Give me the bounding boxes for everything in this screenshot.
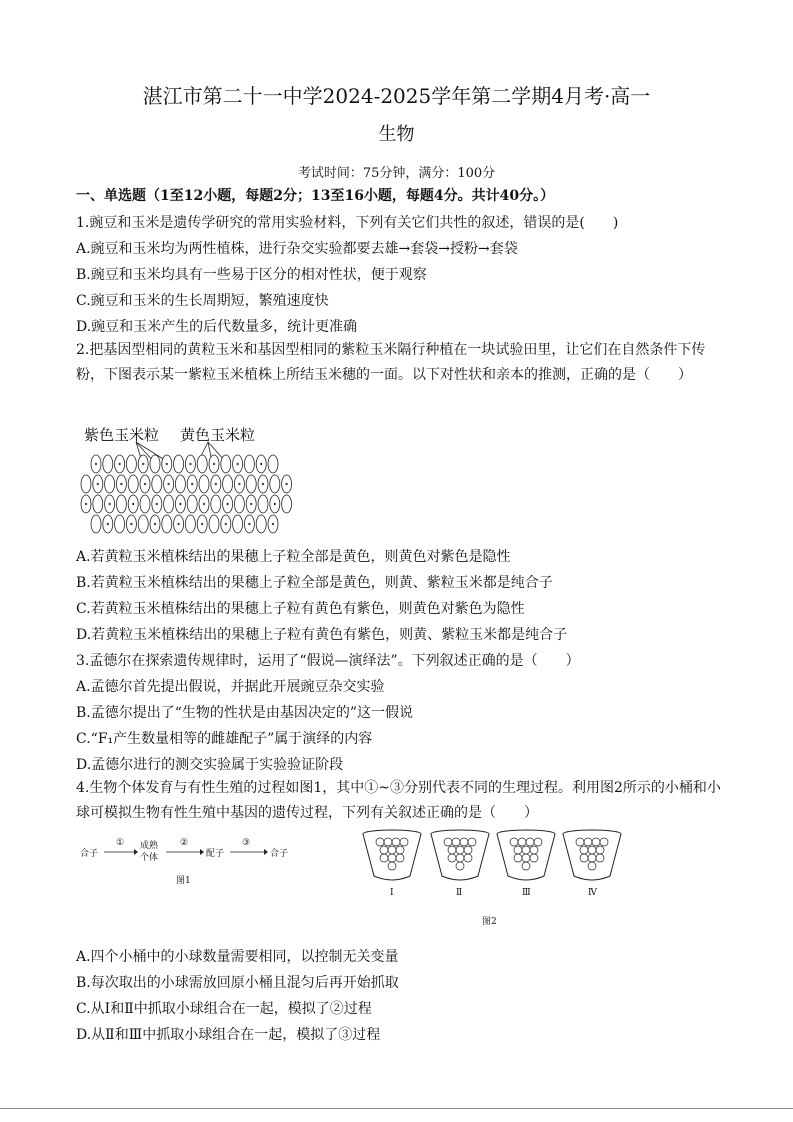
bucket-ball bbox=[588, 846, 596, 854]
bucket-ball bbox=[588, 862, 596, 870]
bucket-ball bbox=[522, 862, 530, 870]
q3-option-a: A.孟德尔首先提出假说，并据此开展豌豆杂交实验 bbox=[76, 679, 385, 695]
bucket-ball bbox=[392, 838, 400, 846]
kernel-dot bbox=[167, 483, 169, 485]
fig1-zygote-start: 合子 bbox=[80, 849, 99, 859]
bucket-ball bbox=[448, 846, 456, 854]
fig1-adult-line1: 成熟 bbox=[140, 841, 159, 851]
fig1-arrow-3 bbox=[230, 848, 268, 856]
corn-kernel bbox=[93, 495, 103, 513]
kernel-dot bbox=[215, 483, 217, 485]
q3-stem: 3.孟德尔在探索遗传规律时，运用了“假说—演绎法”。下列叙述正确的是（ ） bbox=[76, 653, 580, 669]
kernel-dot bbox=[95, 463, 97, 465]
corn-kernel bbox=[152, 475, 162, 493]
corn-kernel bbox=[162, 515, 172, 533]
q4-option-a: A.四个小桶中的小球数量需要相同，以控制无关变量 bbox=[76, 949, 399, 965]
bucket-ball bbox=[464, 846, 472, 854]
bucket-ball bbox=[522, 846, 530, 854]
corn-ear-figure bbox=[76, 440, 296, 540]
fig1-arrow-2 bbox=[166, 848, 204, 856]
q1-option-c: C.豌豆和玉米的生长周期短，繁殖速度快 bbox=[76, 293, 329, 309]
corn-kernel bbox=[282, 495, 292, 513]
corn-kernel bbox=[105, 475, 115, 493]
corn-kernel bbox=[128, 475, 138, 493]
bucket-ball bbox=[510, 838, 518, 846]
kernel-dot bbox=[248, 523, 250, 525]
corn-kernel bbox=[270, 475, 280, 493]
corn-kernel bbox=[211, 495, 221, 513]
kernel-dot bbox=[177, 523, 179, 525]
bucket-ball bbox=[448, 854, 456, 862]
q4-option-b: B.每次取出的小球需放回原小桶且混匀后再开始抓取 bbox=[76, 975, 399, 991]
bucket-label-3: Ⅲ bbox=[522, 888, 531, 898]
corn-kernel bbox=[91, 515, 101, 533]
fig1-step1: ① bbox=[116, 838, 125, 848]
bucket-ball bbox=[526, 838, 534, 846]
fig1-arrow-1 bbox=[104, 848, 138, 856]
corn-kernel bbox=[246, 475, 256, 493]
bucket-ball bbox=[514, 846, 522, 854]
bucket-ball bbox=[596, 846, 604, 854]
bucket-ball bbox=[580, 854, 588, 862]
kernel-dot bbox=[97, 483, 99, 485]
figure-2 bbox=[362, 828, 622, 928]
corn-kernel bbox=[221, 455, 231, 473]
kernel-dot bbox=[213, 463, 215, 465]
bucket-ball bbox=[588, 854, 596, 862]
fig1-gamete: 配子 bbox=[206, 849, 225, 859]
kernel-dot bbox=[262, 483, 264, 485]
q4-option-c: C.从Ⅰ和Ⅱ中抓取小球组合在一起，模拟了②过程 bbox=[76, 1001, 372, 1017]
figure-label-yellow: 黄色玉米粒 bbox=[180, 426, 256, 444]
corn-kernel bbox=[233, 515, 243, 533]
kernel-dot bbox=[108, 503, 110, 505]
bucket-ball bbox=[388, 862, 396, 870]
bucket-ball bbox=[456, 862, 464, 870]
buckets-svg bbox=[362, 828, 622, 898]
corn-kernel bbox=[116, 495, 126, 513]
corn-kernel bbox=[197, 455, 207, 473]
bucket-ball bbox=[530, 846, 538, 854]
bucket-ball bbox=[576, 838, 584, 846]
bucket-ball bbox=[518, 838, 526, 846]
corn-kernel bbox=[185, 515, 195, 533]
bucket-ball bbox=[580, 846, 588, 854]
bucket-label-4: Ⅳ bbox=[588, 888, 597, 898]
bucket-ball bbox=[384, 838, 392, 846]
corn-kernel bbox=[103, 455, 113, 473]
kernel-dot bbox=[154, 523, 156, 525]
q4-stem: 4.生物个体发育与有性生殖的过程如图1，其中①~③分别代表不同的生理过程。利用图2所示的小桶和小球可模拟生物有性生殖中基因的遗传过程，下列有关叙述正确的是（ ） bbox=[76, 780, 721, 821]
q1-option-a: A.豌豆和玉米均为两性植株，进行杂交实验都要去雄→套袋→授粉→套袋 bbox=[76, 241, 518, 257]
q1-option-b: B.豌豆和玉米均具有一些易于区分的相对性状，便于观察 bbox=[76, 267, 427, 283]
bucket-ball bbox=[388, 846, 396, 854]
kernel-dot bbox=[107, 523, 109, 525]
corn-kernel bbox=[199, 475, 209, 493]
corn-kernel bbox=[258, 495, 268, 513]
corn-kernel bbox=[140, 495, 150, 513]
corn-kernel bbox=[175, 475, 185, 493]
bucket-label-1: Ⅰ bbox=[390, 888, 394, 898]
exam-meta: 考试时间：75分钟，满分：100分 bbox=[297, 166, 496, 181]
bucket-ball bbox=[452, 838, 460, 846]
bucket-label-2: Ⅱ bbox=[456, 888, 463, 898]
corn-kernel bbox=[174, 455, 184, 473]
bucket-ball bbox=[380, 846, 388, 854]
kernel-dot bbox=[226, 503, 228, 505]
bucket-ball bbox=[400, 838, 408, 846]
corn-kernel bbox=[81, 475, 91, 493]
corn-kernel bbox=[256, 515, 266, 533]
kernel-dot bbox=[189, 463, 191, 465]
kernel-dot bbox=[236, 463, 238, 465]
section-heading: 一、单选题（1至12小题，每题2分；13至16小题，每题4分。共计40分。） bbox=[76, 188, 555, 204]
bucket-ball bbox=[396, 846, 404, 854]
corn-kernel bbox=[234, 495, 244, 513]
kernel-dot bbox=[191, 483, 193, 485]
bucket-ball bbox=[456, 846, 464, 854]
bucket-ball bbox=[460, 838, 468, 846]
figure-label-purple: 紫色玉米粒 bbox=[84, 426, 160, 444]
bucket-ball bbox=[456, 854, 464, 862]
corn-kernel bbox=[268, 455, 278, 473]
kernel-dot bbox=[179, 503, 181, 505]
kernel-dot bbox=[203, 503, 205, 505]
bucket-ball bbox=[464, 854, 472, 862]
kernel-dot bbox=[118, 463, 120, 465]
fig1-step2: ② bbox=[180, 838, 189, 848]
kernel-dot bbox=[201, 523, 203, 525]
kernel-dot bbox=[142, 463, 144, 465]
corn-kernel bbox=[244, 455, 254, 473]
bucket-ball bbox=[522, 854, 530, 862]
q3-option-d: D.孟德尔进行的测交实验属于实验验证阶段 bbox=[76, 757, 344, 773]
bucket-ball bbox=[396, 854, 404, 862]
fig2-caption: 图2 bbox=[482, 917, 497, 927]
fig1-adult-line2: 个体 bbox=[140, 853, 159, 863]
q2-option-b: B.若黄粒玉米植株结出的果穗上子粒全部是黄色，则黄、紫粒玉米都是纯合子 bbox=[76, 575, 553, 591]
q1-stem: 1.豌豆和玉米是遗传学研究的常用实验材料，下列有关它们共性的叙述，错误的是( ) bbox=[76, 215, 619, 231]
corn-kernel bbox=[115, 515, 125, 533]
bucket-ball bbox=[592, 838, 600, 846]
fig1-caption: 图1 bbox=[176, 876, 191, 886]
subject-title: 生物 bbox=[378, 124, 415, 145]
kernel-dot bbox=[285, 483, 287, 485]
kernel-dot bbox=[250, 503, 252, 505]
corn-kernel bbox=[187, 495, 197, 513]
fig1-step3: ③ bbox=[242, 838, 251, 848]
corn-kernel bbox=[138, 515, 148, 533]
q4-option-d: D.从Ⅱ和Ⅲ中抓取小球组合在一起，模拟了③过程 bbox=[76, 1027, 381, 1043]
kernel-dot bbox=[130, 523, 132, 525]
kernel-dot bbox=[144, 483, 146, 485]
kernel-dot bbox=[166, 463, 168, 465]
corn-kernel bbox=[150, 455, 160, 473]
bucket-ball bbox=[596, 854, 604, 862]
q1-option-d: D.豌豆和玉米产生的后代数量多，统计更准确 bbox=[76, 319, 358, 335]
corn-kernel bbox=[164, 495, 174, 513]
page-bottom-rule bbox=[0, 1108, 793, 1109]
kernel-dot bbox=[272, 523, 274, 525]
kernel-dot bbox=[120, 483, 122, 485]
kernel-dot bbox=[238, 483, 240, 485]
kernel-dot bbox=[225, 523, 227, 525]
bucket-ball bbox=[468, 838, 476, 846]
figure-1 bbox=[76, 838, 316, 888]
bucket-ball bbox=[530, 854, 538, 862]
bucket-ball bbox=[444, 838, 452, 846]
corn-kernel bbox=[223, 475, 233, 493]
kernel-dot bbox=[274, 503, 276, 505]
bucket-ball bbox=[600, 838, 608, 846]
kernel-dot bbox=[132, 503, 134, 505]
q2-stem: 2.把基因型相同的黄粒玉米和基因型相同的紫粒玉米隔行种植在一块试验田里，让它们在自然条件下传粉，下图表示某一紫粒玉米植株上所结玉米穗的一面。以下对性状和亲本的推测，正确的是（ ） bbox=[76, 342, 706, 383]
bucket-ball bbox=[584, 838, 592, 846]
q3-option-c: C.“F₁产生数量相等的雌雄配子”属于演绎的内容 bbox=[76, 731, 373, 747]
bucket-ball bbox=[380, 854, 388, 862]
kernel-dot bbox=[260, 463, 262, 465]
corn-kernel bbox=[126, 455, 136, 473]
bucket-ball bbox=[388, 854, 396, 862]
fig1-zygote-end: 合子 bbox=[270, 849, 289, 859]
bucket-ball bbox=[514, 854, 522, 862]
exam-title: 湛江市第二十一中学2024-2025学年第二学期4月考·高一 bbox=[142, 84, 651, 108]
q2-option-d: D.若黄粒玉米植株结出的果穗上子粒有黄色有紫色，则黄、紫粒玉米都是纯合子 bbox=[76, 627, 568, 643]
bucket-ball bbox=[376, 838, 384, 846]
q3-option-b: B.孟德尔提出了“生物的性状是由基因决定的”这一假说 bbox=[76, 705, 414, 721]
bucket-ball bbox=[534, 838, 542, 846]
kernel-dot bbox=[85, 503, 87, 505]
q2-option-a: A.若黄粒玉米植株结出的果穗上子粒全部是黄色，则黄色对紫色是隐性 bbox=[76, 549, 511, 565]
q2-option-c: C.若黄粒玉米植株结出的果穗上子粒有黄色有紫色，则黄色对紫色为隐性 bbox=[76, 601, 525, 617]
kernel-dot bbox=[156, 503, 158, 505]
corn-kernel bbox=[209, 515, 219, 533]
